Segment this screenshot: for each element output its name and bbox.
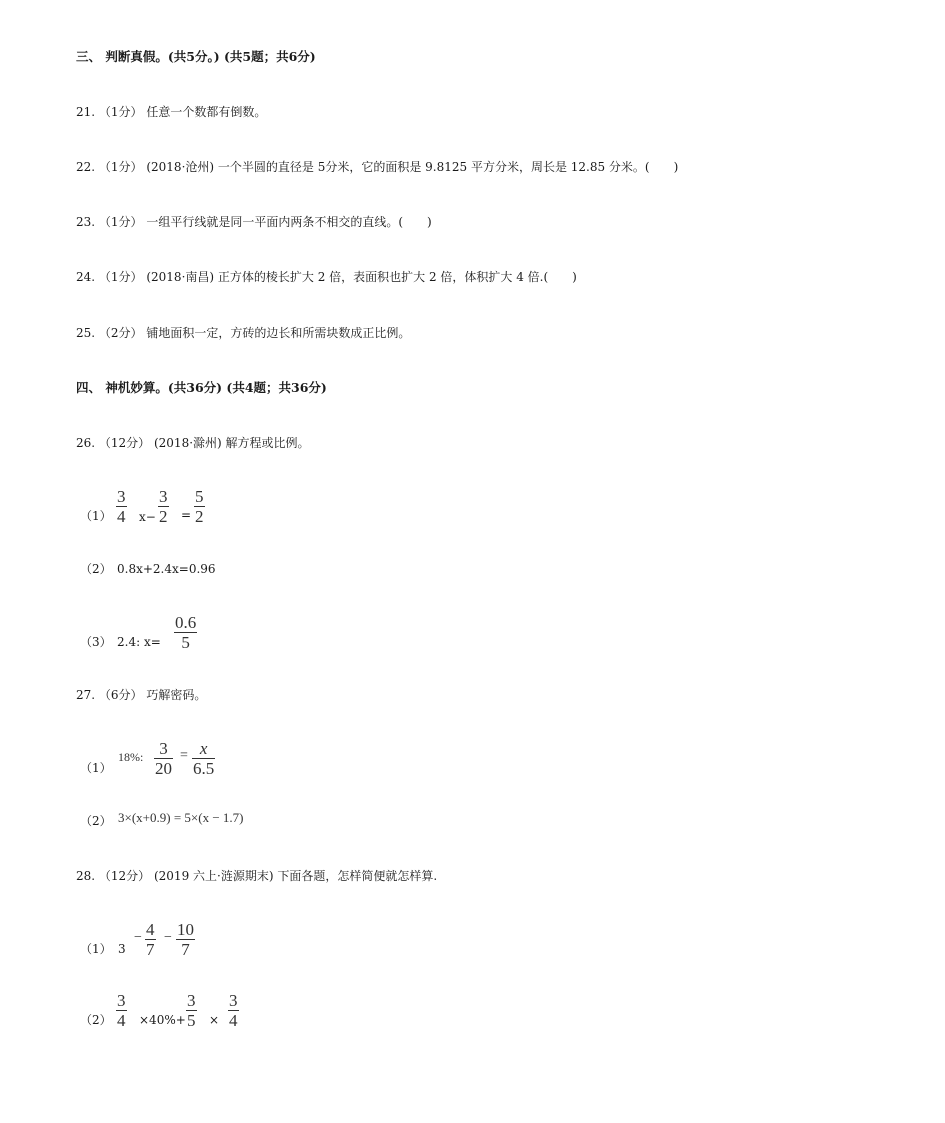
frac-numerator: 3 xyxy=(187,991,196,1010)
q28-p1-frac-a xyxy=(145,921,156,958)
q28-p2-frac-a xyxy=(116,992,127,1029)
q26-p3-frac xyxy=(174,614,197,651)
q26-p1-frac-c xyxy=(194,488,205,525)
frac-denominator: 4 xyxy=(229,1011,238,1030)
q26-p1-x-minus: x− xyxy=(139,510,156,524)
frac-denominator: 2 xyxy=(195,507,204,526)
frac-denominator: 5 xyxy=(187,1011,196,1030)
frac-numerator: 10 xyxy=(177,920,194,939)
q28-p1-minus-2: − xyxy=(164,930,172,945)
frac-numerator: 3 xyxy=(159,739,168,758)
question-21: 21. （1分） 任意一个数都有倒数。 xyxy=(76,105,267,119)
frac-numerator: 3 xyxy=(117,487,126,506)
q28-p2-mid: ×40%+ xyxy=(139,1013,186,1027)
question-24: 24. （1分） (2018·南昌) 正方体的棱长扩大 2 倍，表面积也扩大 2 倍，体积扩大 4 倍.( ) xyxy=(76,270,577,284)
q28-part2-label: （2） xyxy=(80,1013,112,1027)
section-4-title: 四、 神机妙算。(共36分) (共4题；共36分) xyxy=(76,380,327,395)
frac-numerator: 5 xyxy=(195,487,204,506)
frac-denominator: 20 xyxy=(155,759,172,778)
q27-p1-frac-a xyxy=(154,740,173,777)
q28-p1-minus-1: − xyxy=(134,930,142,945)
frac-numerator: 3 xyxy=(229,991,238,1010)
q26-part3-label: （3） xyxy=(80,635,112,649)
question-26: 26. （12分） (2018·滁州) 解方程或比例。 xyxy=(76,436,310,450)
q26-part2-equation: 0.8x+2.4x=0.96 xyxy=(117,562,216,576)
q28-p1-lead: 3 xyxy=(118,942,126,956)
section-3-title: 三、 判断真假。(共5分。) (共5题；共6分) xyxy=(76,49,316,64)
frac-denominator: 7 xyxy=(146,940,155,959)
q27-part2-label: （2） xyxy=(80,814,112,828)
frac-denominator: 4 xyxy=(117,507,126,526)
frac-numerator: 3 xyxy=(159,487,168,506)
question-25: 25. （2分） 铺地面积一定，方砖的边长和所需块数成正比例。 xyxy=(76,326,411,340)
q28-p2-frac-b xyxy=(186,992,197,1029)
frac-numerator: x xyxy=(199,739,208,758)
frac-numerator: 3 xyxy=(117,991,126,1010)
frac-denominator: 2 xyxy=(159,507,168,526)
frac-denominator: 7 xyxy=(181,940,190,959)
q27-part2-expression: 3×(x+0.9) = 5×(x − 1.7) xyxy=(118,810,244,825)
frac-denominator: 6.5 xyxy=(193,759,215,778)
frac-denominator: 4 xyxy=(117,1011,126,1030)
q26-p1-equals: = xyxy=(181,508,192,522)
q26-p1-frac-a xyxy=(116,488,127,525)
question-27: 27. （6分） 巧解密码。 xyxy=(76,688,207,702)
q26-part2-label: （2） xyxy=(80,562,112,576)
q27-part1-label: （1） xyxy=(80,761,112,775)
q26-part1-label: （1） xyxy=(80,509,112,523)
question-22: 22. （1分） (2018·沧州) 一个半圆的直径是 5分米，它的面积是 9.8125 平方分米，周长是 12.85 分米。( ) xyxy=(76,160,679,174)
question-28: 28. （12分） (2019 六上·涟源期末) 下面各题，怎样简便就怎样算. xyxy=(76,869,438,883)
q27-p1-frac-x xyxy=(192,740,215,777)
frac-denominator: 5 xyxy=(181,633,190,652)
frac-numerator: 0.6 xyxy=(175,613,197,632)
q28-p1-frac-b xyxy=(176,921,195,958)
frac-numerator: 4 xyxy=(146,920,155,939)
q28-part1-label: （1） xyxy=(80,942,112,956)
q27-p1-equals: = xyxy=(180,748,188,763)
q28-p2-times: × xyxy=(209,1013,220,1027)
question-23: 23. （1分） 一组平行线就是同一平面内两条不相交的直线。( ) xyxy=(76,215,432,229)
q27-p1-percent: 18%: xyxy=(118,750,144,764)
q28-p2-frac-c xyxy=(228,992,239,1029)
q26-part3-text: 2.4: x= xyxy=(117,635,161,649)
q26-p1-frac-b xyxy=(158,488,169,525)
